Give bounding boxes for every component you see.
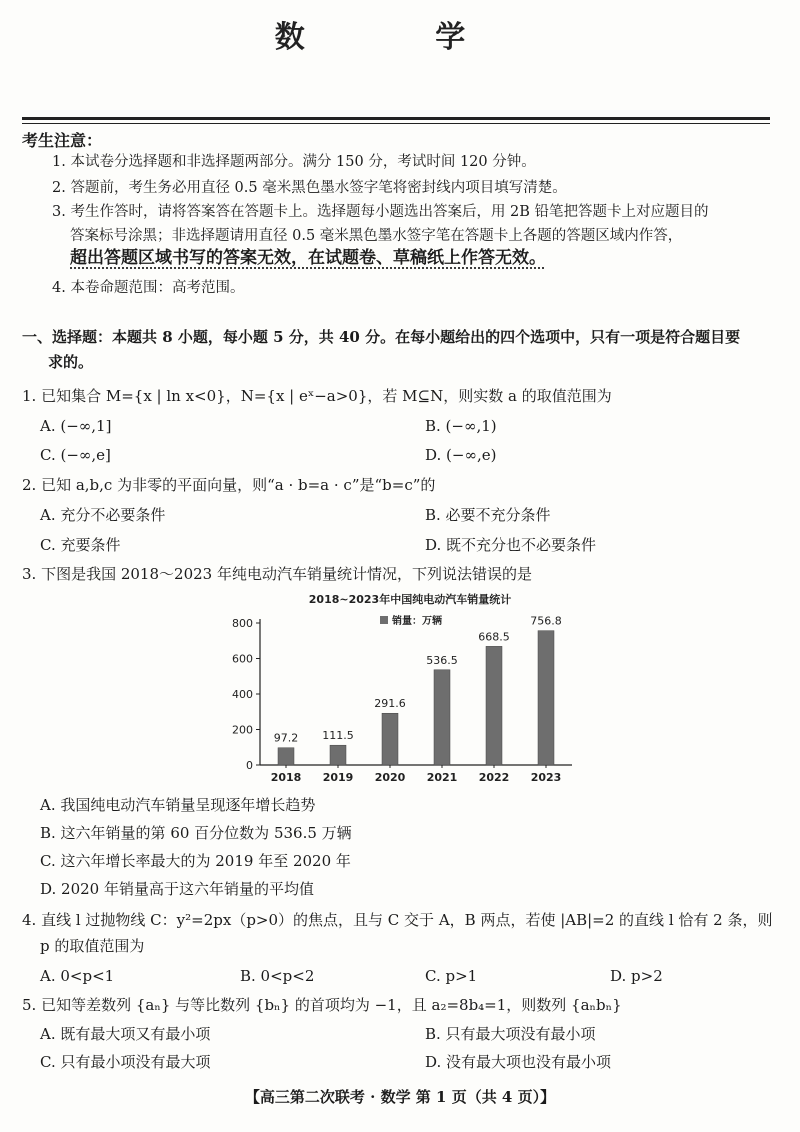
notice-item-3-emphasis: 超出答题区域书写的答案无效，在试题卷、草稿纸上作答无效。: [70, 248, 546, 268]
x-tick-label-2023: 2023: [530, 771, 562, 784]
notice-item-2: 2. 答题前，考生务必用直径 0.5 毫米黑色墨水签字笔将密封线内项目填写清楚。: [52, 180, 567, 196]
q4-stem: 4. 直线 l 过抛物线 C：y²=2px（p>0）的焦点，且与 C 交于 A，B 两点，若使 |AB|=2 的直线 l 恰有 2 条，则: [22, 911, 773, 929]
data-label-2022: 668.5: [478, 630, 510, 644]
q1-option-c: C. (−∞,e]: [40, 446, 111, 464]
q5-option-a: A. 既有最大项又有最小项: [40, 1025, 211, 1043]
q4-option-b: B. 0<p<2: [240, 967, 315, 985]
x-tick-label-2022: 2022: [478, 771, 510, 784]
y-tick-label: 400: [232, 688, 253, 701]
x-tick-label-2019: 2019: [322, 771, 354, 784]
bar-2019: [330, 745, 346, 765]
x-tick-label-2021: 2021: [426, 771, 458, 784]
bar-2021: [434, 670, 450, 765]
x-tick-label-2018: 2018: [270, 771, 302, 784]
q2-option-b: B. 必要不充分条件: [425, 506, 551, 524]
legend-swatch: [380, 616, 388, 624]
q3-option-b: B. 这六年销量的第 60 百分位数为 536.5 万辆: [40, 824, 352, 842]
notice-item-1: 1. 本试卷分选择题和非选择题两部分。满分 150 分，考试时间 120 分钟。: [52, 154, 536, 170]
data-label-2020: 291.6: [374, 697, 406, 711]
data-label-2019: 111.5: [322, 729, 354, 743]
q1-option-a: A. (−∞,1]: [40, 417, 112, 435]
q2-option-c: C. 充要条件: [40, 536, 121, 554]
sales-bar-chart: [220, 585, 600, 790]
header-rule-thick: [22, 117, 770, 120]
q1-option-d: D. (−∞,e): [425, 446, 497, 464]
bar-2023: [538, 631, 554, 765]
q1-stem: 1. 已知集合 M={x | ln x<0}，N={x | eˣ−a>0}，若 M⊆N，则实数 a 的取值范围为: [22, 387, 612, 405]
q2-option-a: A. 充分不必要条件: [40, 506, 166, 524]
y-tick-label: 800: [232, 617, 253, 630]
q5-option-c: C. 只有最小项没有最大项: [40, 1053, 211, 1071]
section-heading: 一、选择题：本题共 8 小题，每小题 5 分，共 40 分。在每小题给出的四个选项中，只有一项是符合题目要: [22, 328, 741, 346]
q2-stem: 2. 已知 a,b,c 为非零的平面向量，则“a · b=a · c”是“b=c”的: [22, 476, 436, 494]
chart-title: 2018~2023年中国纯电动汽车销量统计: [308, 593, 512, 606]
data-label-2018: 97.2: [273, 731, 299, 745]
y-tick-label: 600: [232, 652, 253, 666]
y-tick-label: 0: [246, 759, 253, 772]
y-tick-label: 200: [232, 723, 253, 737]
header-rule-thin: [22, 123, 770, 124]
notice-item-3: 3. 考生作答时，请将答案答在答题卡上。选择题每小题选出答案后，用 2B 铅笔把答题卡上对应题目的: [52, 204, 709, 220]
legend-label: 销量：万辆: [392, 616, 442, 627]
q5-option-b: B. 只有最大项没有最小项: [425, 1025, 596, 1043]
bar-2018: [278, 748, 294, 765]
data-label-2021: 536.5: [426, 653, 458, 667]
q4-option-a: A. 0<p<1: [40, 967, 115, 985]
bar-2022: [486, 646, 502, 765]
notice-item-3-cont: 答案标号涂黑；非选择题请用直径 0.5 毫米黑色墨水签字笔在答题卡上各题的答题区域内作答，: [70, 228, 683, 244]
q3-option-a: A. 我国纯电动汽车销量呈现逐年增长趋势: [40, 796, 316, 814]
q3-option-d: D. 2020 年销量高于这六年销量的平均值: [40, 880, 314, 898]
q3-option-c: C. 这六年增长率最大的为 2019 年至 2020 年: [40, 852, 351, 870]
q4-option-c: C. p>1: [425, 967, 478, 985]
data-label-2023: 756.8: [530, 614, 562, 628]
page-footer: 【高三第二次联考 · 数学 第 1 页（共 4 页）】: [244, 1088, 556, 1106]
q5-stem: 5. 已知等差数列 {aₙ} 与等比数列 {bₙ} 的首项均为 −1，且 a₂=8b₄=1，则数列 {aₙbₙ}: [22, 996, 622, 1014]
notice-heading: 考生注意：: [22, 131, 103, 150]
q3-stem: 3. 下图是我国 2018～2023 年纯电动汽车销量统计情况，下列说法错误的是: [22, 565, 532, 583]
page-title: 数 学: [274, 20, 526, 52]
q4-option-d: D. p>2: [610, 967, 663, 985]
q4-stem-cont: p 的取值范围为: [40, 937, 145, 955]
bar-2020: [382, 713, 398, 765]
q5-option-d: D. 没有最大项也没有最小项: [425, 1053, 612, 1071]
section-heading-cont: 求的。: [48, 353, 94, 371]
notice-item-4: 4. 本卷命题范围：高考范围。: [52, 280, 245, 296]
q1-option-b: B. (−∞,1): [425, 417, 497, 435]
q2-option-d: D. 既不充分也不必要条件: [425, 536, 597, 554]
x-tick-label-2020: 2020: [374, 771, 406, 784]
